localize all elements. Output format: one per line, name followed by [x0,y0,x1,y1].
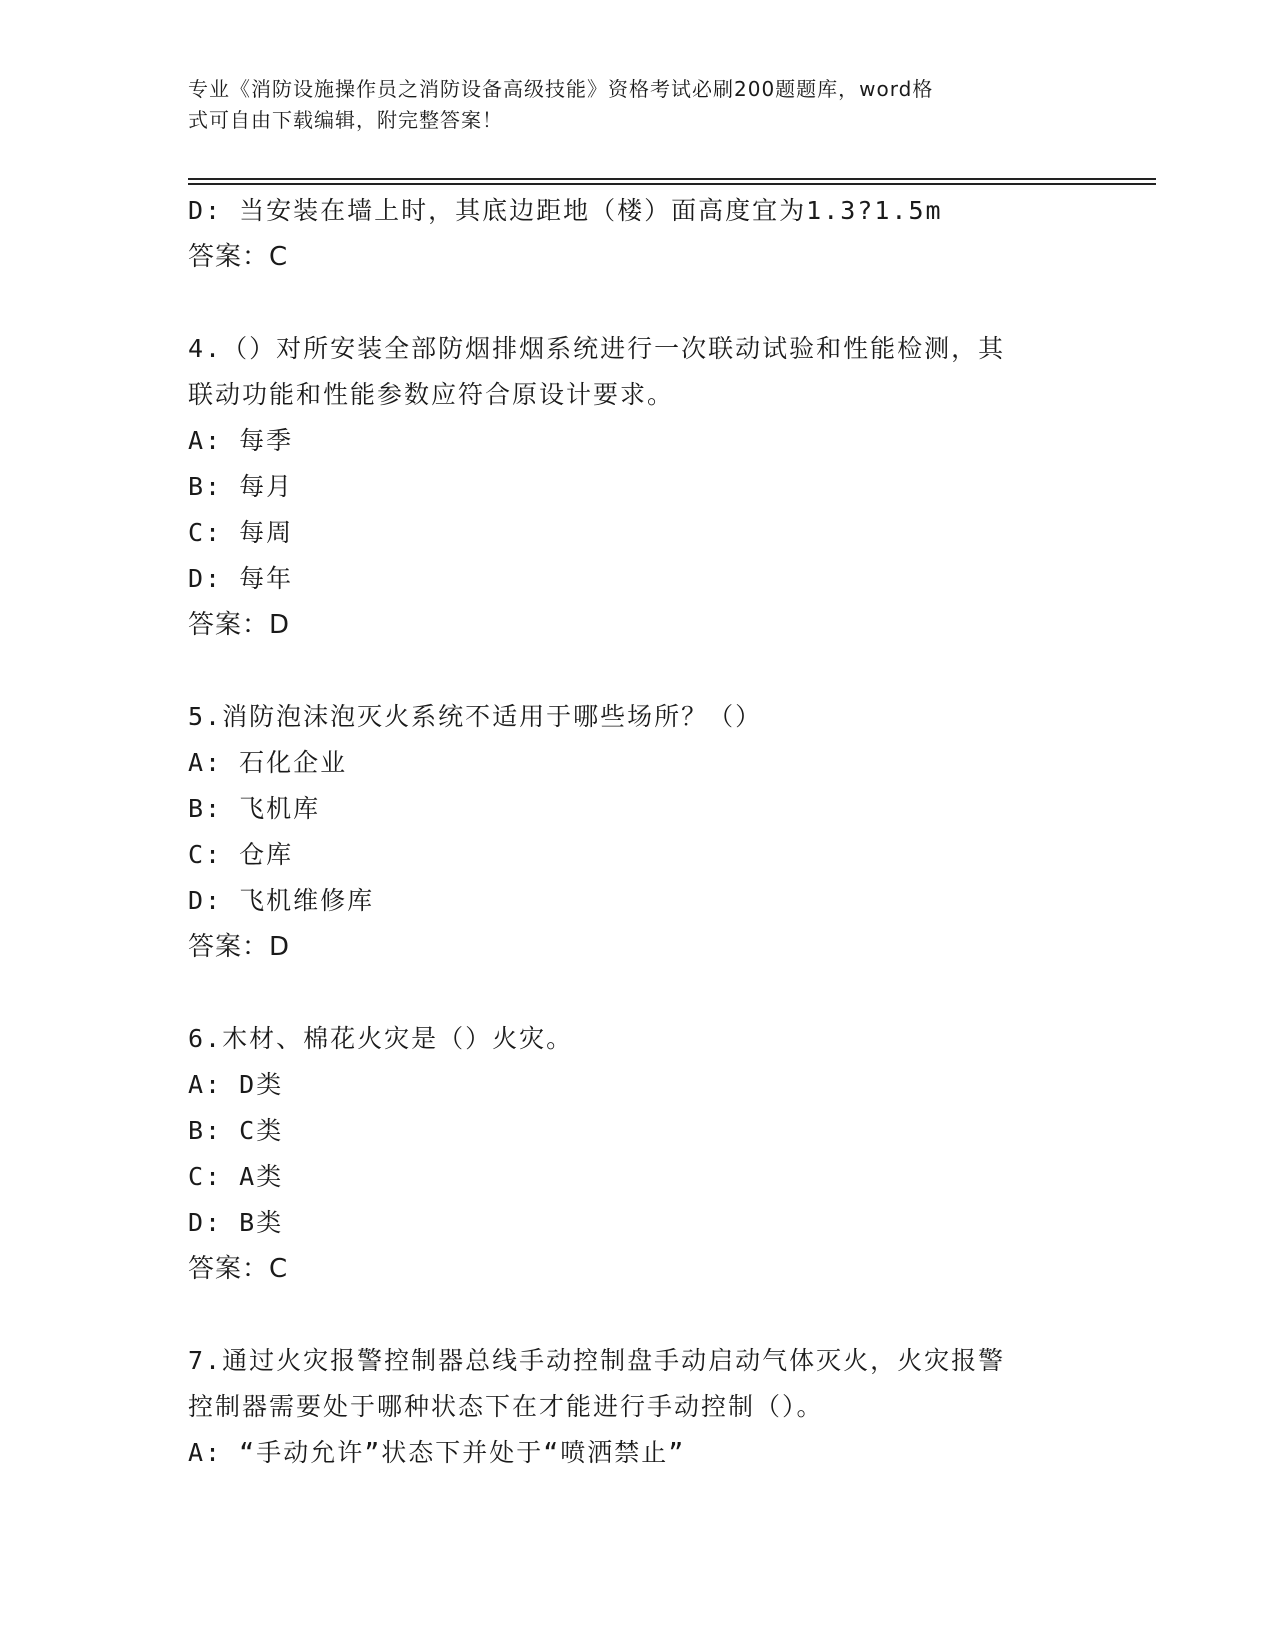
question-6 [188,1016,1088,1292]
header-title-line-1: 专业《消防设施操作员之消防设备高级技能》资格考试必刷200题题库，word格 [188,77,934,101]
option-a: A: 每季 [188,426,294,455]
option-a: A: D类 [188,1070,284,1099]
answer-line: 答案：D [188,932,291,962]
option-c: C: A类 [188,1162,284,1191]
header-divider-bottom [188,183,1156,185]
question-text-line-1: 4.（）对所安装全部防烟排烟系统进行一次联动试验和性能检测，其 [188,334,1006,363]
answer-line: 答案：C [188,242,289,272]
option-a: A: 石化企业 [188,748,348,777]
question-text-line-1: 7.通过火灾报警控制器总线手动控制盘手动启动气体灭火，火灾报警 [188,1346,1006,1375]
header-title-line-2: 式可自由下载编辑，附完整答案！ [188,108,503,132]
answer-line: 答案：C [188,1254,289,1284]
header-divider-top [188,178,1156,180]
document-header [188,74,1068,136]
option-d: D: B类 [188,1208,284,1237]
option-d: D: 每年 [188,564,294,593]
option-b: B: 每月 [188,472,294,501]
question-text-line-1: 5.消防泡沫泡灭火系统不适用于哪些场所？（） [188,702,763,731]
option-d: D: 当安装在墙上时，其底边距地（楼）面高度宜为1.3?1.5m [188,196,943,225]
question-5 [188,694,1088,970]
question-text-line-2: 控制器需要处于哪种状态下在才能进行手动控制（）。 [188,1392,824,1421]
question-7 [188,1338,1088,1476]
option-a: A: “手动允许”状态下并处于“喷洒禁止” [188,1438,686,1467]
option-d: D: 飞机维修库 [188,886,375,915]
question-text-line-2: 联动功能和性能参数应符合原设计要求。 [188,380,675,409]
answer-line: 答案：D [188,610,291,640]
option-b: B: C类 [188,1116,284,1145]
question-text-line-1: 6.木材、棉花火灾是（）火灾。 [188,1024,574,1053]
question-list [188,188,1088,1476]
option-c: C: 每周 [188,518,294,547]
option-b: B: 飞机库 [188,794,321,823]
question-4 [188,326,1088,648]
option-c: C: 仓库 [188,840,294,869]
